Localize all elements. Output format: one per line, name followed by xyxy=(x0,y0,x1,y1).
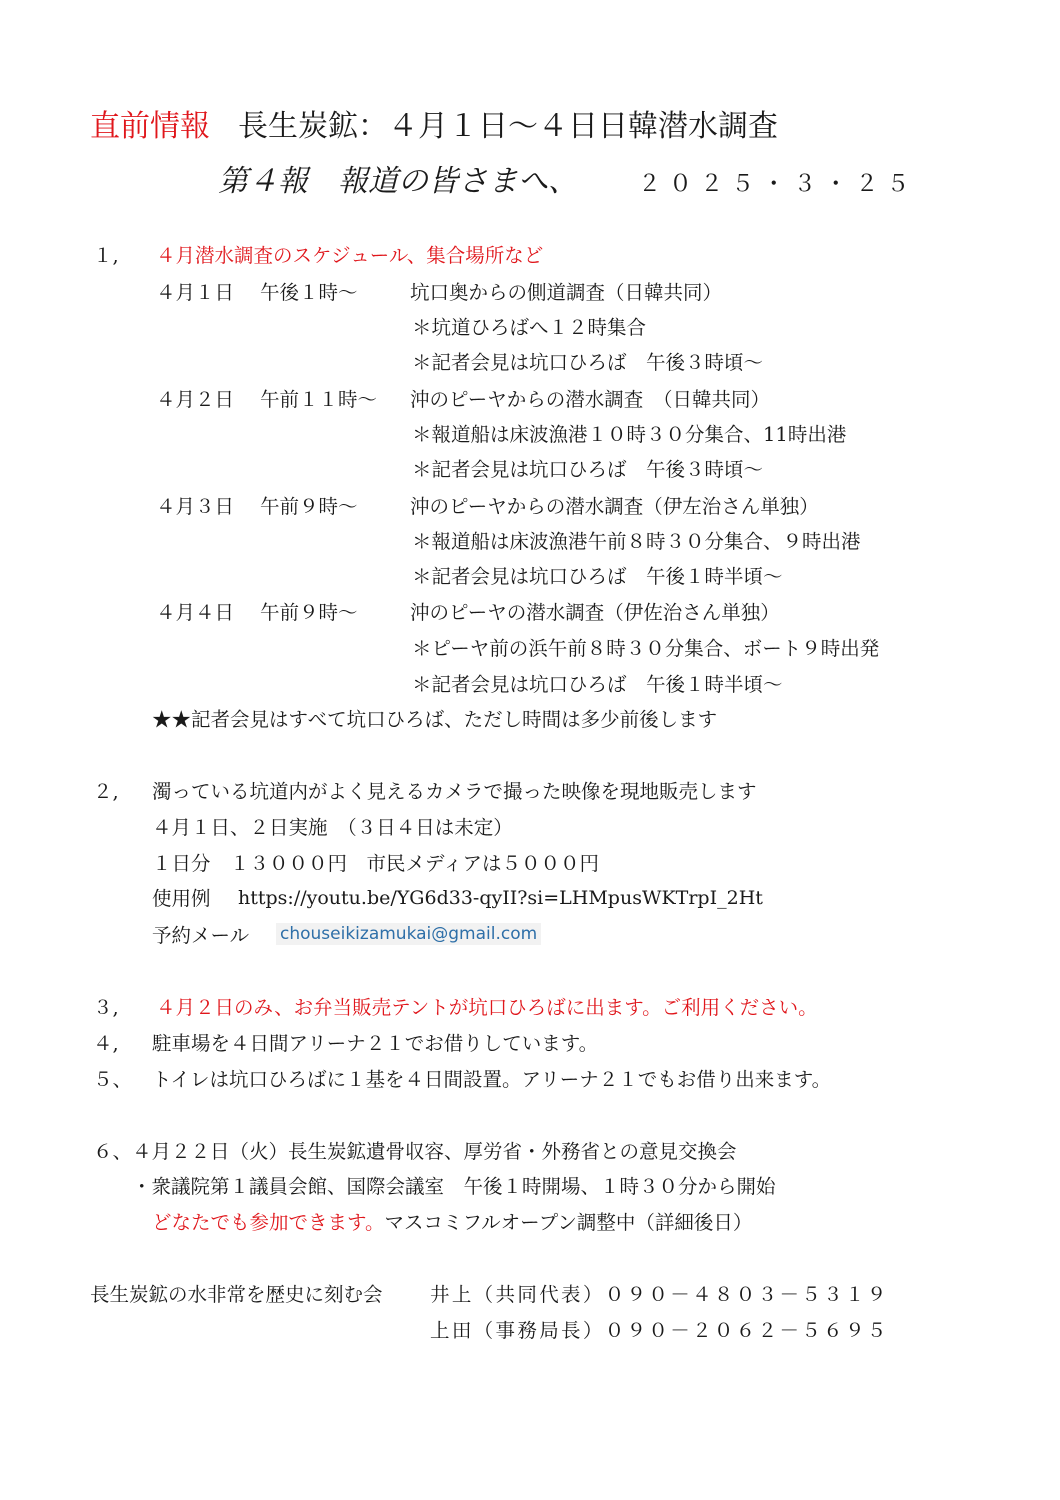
organization-name: 長生炭鉱の水非常を歴史に刻む会 xyxy=(90,1283,383,1306)
report-date: ２０２５・３・２５ xyxy=(638,171,918,197)
schedule-time: 午前９時～ xyxy=(260,601,358,624)
reservation-mail-label: 予約メール xyxy=(152,924,250,947)
schedule-note: ＊記者会見は坑口ひろば 午後３時頃～ xyxy=(412,458,764,481)
contact-ueda: 上田（事務局長）０９０－２０６２－５６９５ xyxy=(430,1319,889,1342)
schedule-note: ＊ピーヤ前の浜午前８時３０分集合、ボート９時出発 xyxy=(412,637,880,660)
section-3-number: ３, xyxy=(93,996,119,1019)
schedule-note: ＊記者会見は坑口ひろば 午後３時頃～ xyxy=(412,351,764,374)
schedule-time: 午前１１時～ xyxy=(260,388,378,411)
schedule-date: ４月１日 xyxy=(156,281,235,304)
schedule-note: ＊報道船は床波漁港午前８時３０分集合、９時出港 xyxy=(412,530,861,553)
schedule-note: ＊記者会見は坑口ひろば 午後１時半頃～ xyxy=(412,673,783,696)
schedule-time: 午後１時～ xyxy=(260,281,358,304)
section-6-heading: ６、４月２２日（火）長生炭鉱遺骨収容、厚労省・外務省との意見交換会 xyxy=(93,1140,737,1163)
schedule-activity: 坑口奥からの側道調査（日韓共同） xyxy=(410,281,723,304)
section-5-text: トイレは坑口ひろばに１基を４日間設置。アリーナ２１でもお借り出来ます。 xyxy=(152,1068,832,1091)
section-1-footnote: ★★記者会見はすべて坑口ひろば、ただし時間は多少前後します xyxy=(152,708,718,731)
section-6-open-note: どなたでも参加できます。 xyxy=(152,1211,385,1234)
reservation-mail-wrap xyxy=(276,926,541,943)
section-5-number: ５、 xyxy=(93,1068,133,1091)
schedule-date: ４月３日 xyxy=(156,495,235,518)
title-main: 長生炭鉱：４月１日～４日日韓潜水調査 xyxy=(238,109,778,144)
section-6-press-note: マスコミフルオープン調整中（詳細後日） xyxy=(384,1211,753,1234)
schedule-date: ４月４日 xyxy=(156,601,235,624)
schedule-note: ＊記者会見は坑口ひろば 午後１時半頃～ xyxy=(412,565,783,588)
schedule-activity: 沖のピーヤの潜水調査（伊佐治さん単独） xyxy=(410,601,780,624)
schedule-activity: 沖のピーヤからの潜水調査 （日韓共同） xyxy=(410,388,770,411)
subtitle-text: 第４報 報道の皆さまへ、 xyxy=(218,164,578,199)
section-1-number: １, xyxy=(93,244,119,267)
section-4-number: ４, xyxy=(93,1032,119,1055)
contact-inoue: 井上（共同代表）０９０－４８０３－５３１９ xyxy=(430,1283,889,1306)
section-6-note xyxy=(152,1213,752,1233)
section-2-number: ２, xyxy=(93,780,119,803)
reservation-email-link[interactable]: chouseikizamukai@gmail.com xyxy=(280,924,538,944)
schedule-note: ＊報道船は床波漁港１０時３０分集合、11時出港 xyxy=(412,423,847,446)
page-subtitle xyxy=(218,164,918,199)
page-title xyxy=(90,109,778,144)
section-2-line: ４月１日、２日実施 （３日４日は未定） xyxy=(152,816,513,839)
schedule-note: ＊坑道ひろばへ１２時集合 xyxy=(412,316,647,339)
schedule-activity: 沖のピーヤからの潜水調査（伊左治さん単独） xyxy=(410,495,819,518)
schedule-date: ４月２日 xyxy=(156,388,235,411)
example-link[interactable]: https://youtu.be/YG6d33-qyII?si=LHMpusWKTrpI_2Ht xyxy=(238,887,763,909)
section-3-text: ４月２日のみ、お弁当販売テントが坑口ひろばに出ます。ご利用ください。 xyxy=(156,996,818,1019)
section-2-heading: 濁っている坑道内がよく見えるカメラで撮った映像を現地販売します xyxy=(152,780,757,803)
section-4-text: 駐車場を４日間アリーナ２１でお借りしています。 xyxy=(152,1032,599,1055)
example-label: 使用例 xyxy=(152,887,211,910)
section-1-heading: ４月潜水調査のスケジュール、集合場所など xyxy=(156,244,544,267)
section-6-venue: ・衆議院第１議員会館、国際会議室 午後１時開場、１時３０分から開始 xyxy=(132,1175,776,1198)
schedule-time: 午前９時～ xyxy=(260,495,358,518)
title-label: 直前情報 xyxy=(90,109,210,144)
section-2-line: １日分 １３０００円 市民メディアは５０００円 xyxy=(152,852,599,875)
